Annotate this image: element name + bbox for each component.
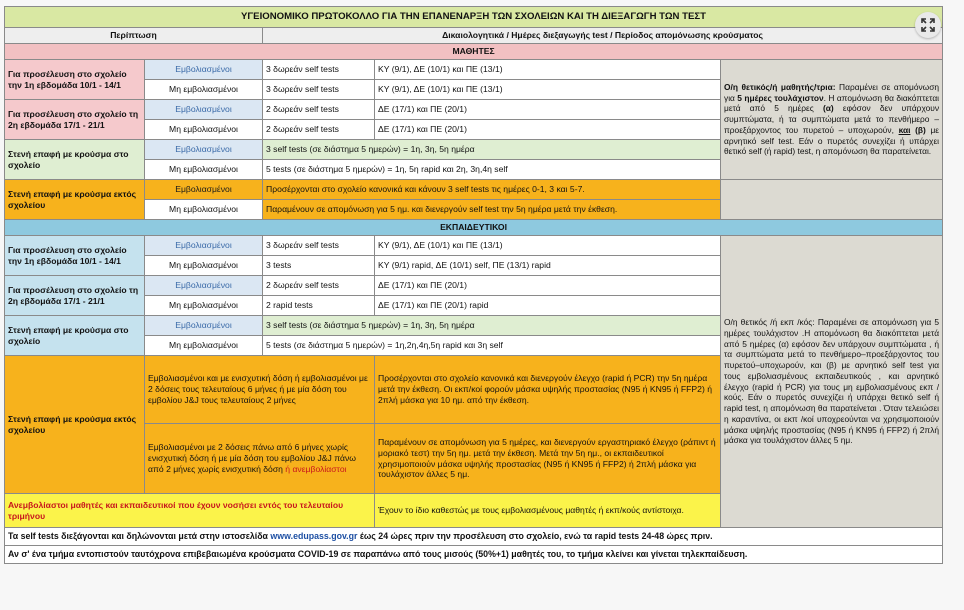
students-note-text-4: με αρνητικό self test. Εάν ο πυρετός συνεχίζει ή υπάρχει θετικό self (ή rapid) test, η απομόνωση θα παρατείνεται. [724,124,940,157]
teachers-week1-un-tests: 3 tests [263,256,375,276]
students-close-un-status: Μη εμβολιασμένοι [145,160,263,180]
students-week2-vax-tests: 2 δωρεάν self tests [263,100,375,120]
teachers-week1-vax-status: Εμβολιασμένοι [145,236,263,256]
teachers-week2-vax-days: ΔΕ (17/1) και ΠΕ (20/1) [375,276,721,296]
teachers-week1-vax-tests: 3 δωρεάν self tests [263,236,375,256]
recovered-case: Ανεμβολίαστοι μαθητές και εκπαιδευτικοί που έχουν νοσήσει εντός του τελευταίου τριμήνου [5,494,375,528]
students-week1-un-days: ΚΥ (9/1), ΔΕ (10/1) και ΠΕ (13/1) [375,80,721,100]
expand-button[interactable] [915,12,941,38]
students-week1-un-tests: 3 δωρεάν self tests [263,80,375,100]
students-outside-un-status: Μη εμβολιασμένοι [145,200,263,220]
students-week1-vax-tests: 3 δωρεάν self tests [263,60,375,80]
expand-icon [921,18,935,32]
students-note-text-2: . Η απομόνωση θα διακόπτεται μετά από 5 ημέρες [724,92,940,114]
students-week1-un-status: Μη εμβολιασμένοι [145,80,263,100]
teachers-week1-case: Για προσέλευση στο σχολείο την 1η εβδομάδα 10/1 - 14/1 [5,236,145,276]
header-details: Δικαιολογητικά / Ημέρες διεξαγωγής test / Περίοδος απομόνωσης κρούσματος [263,28,943,44]
teachers-close-case: Στενή επαφή με κρούσμα στο σχολείο [5,316,145,356]
students-note-b: (β) [915,124,926,135]
students-note-a: (α) [822,103,834,114]
section-teachers: ΕΚΠΑΙΔΕΥΤΙΚΟΙ [5,220,943,236]
students-close-case: Στενή επαφή με κρούσμα στο σχολείο [5,140,145,180]
students-close-vax-status: Εμβολιασμένοι [145,140,263,160]
students-week1-vax-status: Εμβολιασμένοι [145,60,263,80]
teachers-week2-vax-status: Εμβολιασμένοι [145,276,263,296]
students-outside-vax-detail: Προσέρχονται στο σχολείο κανονικά και κάνουν 3 self tests τις ημέρες 0-1, 3 και 5-7. [263,180,721,200]
students-note-and: και [898,124,911,135]
students-outside-un-detail: Παραμένουν σε απομόνωση για 5 ημ. και διενεργούν self test την 5η ημέρα μετά την έκθεση. [263,200,721,220]
teachers-week1-un-status: Μη εμβολιασμένοι [145,256,263,276]
teachers-week1-un-days: ΚΥ (9/1) rapid, ΔΕ (10/1) self, ΠΕ (13/1) rapid [375,256,721,276]
teachers-close-un-detail: 5 tests (σε διάστημα 5 ημερών) = 1η,2η,4η,5η rapid και 3η self [263,336,721,356]
students-week1-case: Για προσέλευση στο σχολείο την 1η εβδομάδα 10/1 - 14/1 [5,60,145,100]
students-close-un-detail: 5 tests (σε διάστημα 5 ημερών) = 1η, 5η rapid και 2η, 3η,4η self [263,160,721,180]
teachers-week1-vax-days: ΚΥ (9/1), ΔΕ (10/1) και ΠΕ (13/1) [375,236,721,256]
students-positive-note [721,60,943,180]
footer-tests-note [5,528,943,546]
edupass-link[interactable]: www.edupass.gov.gr [270,531,358,541]
recovered-detail: Έχουν το ίδιο καθεστώς με τους εμβολιασμένους μαθητές ή εκπ/κούς αντίστοιχα. [375,494,721,528]
students-week1-vax-days: ΚΥ (9/1), ΔΕ (10/1) και ΠΕ (13/1) [375,60,721,80]
students-week2-case: Για προσέλευση στο σχολείο τη 2η εβδομάδα 17/1 - 21/1 [5,100,145,140]
header-case: Περίπτωση [5,28,263,44]
students-close-vax-detail: 3 self tests (σε διάστημα 5 ημερών) = 1η, 3η, 5η ημέρα [263,140,721,160]
students-week2-un-status: Μη εμβολιασμένοι [145,120,263,140]
students-week2-vax-days: ΔΕ (17/1) και ΠΕ (20/1) [375,100,721,120]
students-note-filler [721,180,943,220]
students-note-days: 5 ημέρες τουλάχιστον [737,92,824,103]
students-week2-un-days: ΔΕ (17/1) και ΠΕ (20/1) [375,120,721,140]
students-note-lead: Ο/η θετικός/ή μαθητής/τρια: [724,81,836,92]
students-outside-vax-status: Εμβολιασμένοι [145,180,263,200]
teachers-week2-un-days: ΔΕ (17/1) και ΠΕ (20/1) rapid [375,296,721,316]
footer-class-closure: Αν σ' ένα τμήμα εντοπιστούν ταυτόχρονα επιβεβαιωμένα κρούσματα COVID-19 σε παραπάνω από τους μισούς (50%+1) μαθητές του, το τμήμα κλείνει και γίνεται τηλεκπαίδευση. [5,546,943,564]
students-week2-vax-status: Εμβολιασμένοι [145,100,263,120]
teachers-close-vax-status: Εμβολιασμένοι [145,316,263,336]
teachers-outside-condition-2 [145,424,375,494]
teachers-outside-condition-2-text: Εμβολιασμένοι με 2 δόσεις πάνω από 6 μήνες χωρίς ενισχυτική δόση ή με μία δόση του εμβολίου J&J πάνω από 2 μήνες χωρίς ενισχυτική δόση [148,442,356,474]
teachers-week2-vax-tests: 2 δωρεάν self tests [263,276,375,296]
teachers-outside-condition-1: Εμβολιασμένοι και με ενισχυτική δόση ή εμβολιασμένοι με 2 δόσεις τους τελευταίους 6 μήνες ή με μία δόση του εμβολίου J&J τους τελευταίους 2 μήνες [145,356,375,424]
teachers-outside-action-2: Παραμένουν σε απομόνωση για 5 ημέρες, και διενεργούν εργαστηριακό έλεγχο (ράπιντ ή μοριακό τεστ) την 5η ημ. μετά την έκθεση. Μετά την 5η ημ., οι εκπαιδευτικοί χρησιμοποιούν μάσκα υψηλής προστασίας (N95 ή KN95 ή FFP2) ή 2πλή μάσκα για τουλάχιστον άλλες 5 ημ. [375,424,721,494]
teachers-outside-case: Στενή επαφή με κρούσμα εκτός σχολείου [5,356,145,494]
footer-tests-text-2: έως 24 ώρες πριν την προσέλευση στο σχολείο, ενώ τα rapid tests 24-48 ώρες πριν. [357,531,713,541]
students-week2-un-tests: 2 δωρεάν self tests [263,120,375,140]
teachers-positive-note: Ο/η θετικός /ή εκπ /κός: Παραμένει σε απομόνωση για 5 ημέρες τουλάχιστον .Η απομόνωση θα διακόπτεται μετά από 5 ημέρες (α) εφόσον δεν υπάρχουν συμπτώματα , ή τα συμπτώματα μετά το πενθήμερο–προεξάρχοντος του πυρετού–υποχωρούν, και (β) με αρνητικό self test για τους εμβολιασμένους εκπαιδευτικούς , και αρνητικό έλεγχο (rapid ή PCR) για τους μη εμβολιασμένους εκπ /κούς. Εάν ο πυρετός συνεχίζει ή υπάρχει θετικό self ή rapid test, η απομόνωση θα παρατείνεται . Όταν τελειώσει η καραντίνα, οι εκπ /κοί υποχρεούνται να χρησιμοποιούν μάσκα υψηλής προστασίας (N95 ή KN95 ή FFP2) ή 2πλή μάσκα για τουλάχιστον άλλες 5 ημ. [721,236,943,528]
teachers-week2-un-tests: 2 rapid tests [263,296,375,316]
students-outside-case: Στενή επαφή με κρούσμα εκτός σχολείου [5,180,145,220]
students-note-text: Παραμένει σε απομόνωση για [724,81,940,103]
protocol-table [4,6,943,564]
teachers-close-un-status: Μη εμβολιασμένοι [145,336,263,356]
teachers-week2-un-status: Μη εμβολιασμένοι [145,296,263,316]
teachers-outside-action-1: Προσέρχονται στο σχολείο κανονικά και διενεργούν έλεγχο (rapid ή PCR) την 5η ημέρα μετά την έκθεση. Οι εκπ/κοί φορούν μάσκα υψηλής προστασίας (N95 ή KN95 ή FFP2) ή 2πλή μάσκα για 10 ημ. από την έκθεση. [375,356,721,424]
teachers-close-vax-detail: 3 self tests (σε διάστημα 5 ημερών) = 1η, 3η, 5η ημέρα [263,316,721,336]
footer-tests-text: Τα self tests διεξάγονται και δηλώνονται μετά στην ιστοσελίδα [8,531,271,541]
teachers-outside-condition-2-unvax: ή ανεμβολίαστοι [285,463,347,474]
section-students: ΜΑΘΗΤΕΣ [5,44,943,60]
table-title: ΥΓΕΙΟΝΟΜΙΚΟ ΠΡΩΤΟΚΟΛΛΟ ΓΙΑ ΤΗΝ ΕΠΑΝΕΝΑΡΞΗ ΤΩΝ ΣΧΟΛΕΙΩΝ ΚΑΙ ΤΗ ΔΙΕΞΑΓΩΓΗ ΤΩΝ ΤΕΣΤ [5,7,943,28]
students-note-text-3: εφόσον δεν υπάρχουν συμπτώματα, ή τα συμπτώματα μετά το πενθήμερο – προεξάρχοντος του πυρετού – υποχωρούν, [724,103,940,135]
teachers-week2-case: Για προσέλευση στο σχολείο τη 2η εβδομάδα 17/1 - 21/1 [5,276,145,316]
